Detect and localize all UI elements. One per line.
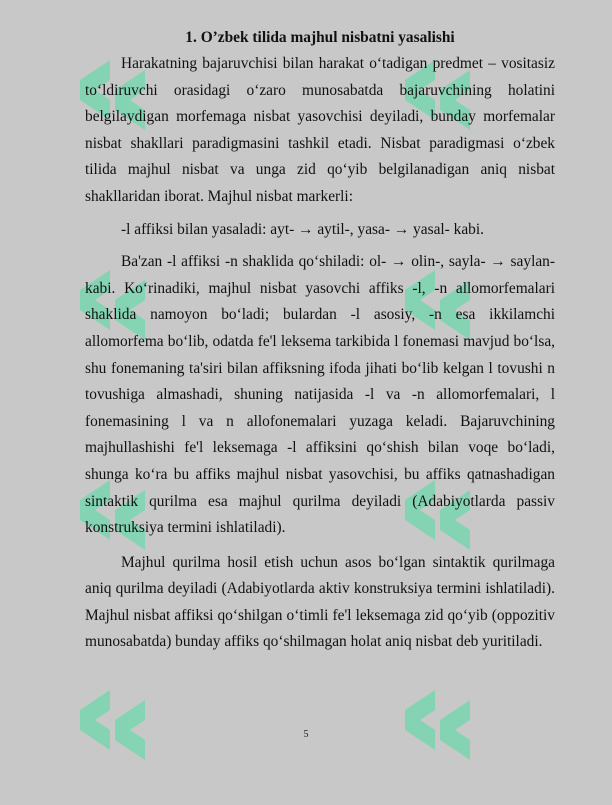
paragraph: Ba'zan -l affiksi -n shaklida qo‘shiladi: ol- → olin-, sayla- → saylan- kabi. Ko‘rinadiki, majhul nisbat yasovchi affiks -l, -n allomorfemalari shaklida namoyon bo‘ladi; bulardan -l asosiy, -n esa ikkilamchi allomorfema bo‘lib, odatda fe'l leksema tarkibida l fonemasi mavjud bo‘lsa, shu fonemaning ta'siri bilan affiksning ifoda jihati bo‘lib kelgan l tovushi n tovushiga almashadi, shuning natijasida -l va -n allomorfemalari, l fonemasining l va n allofonemalari yuzaga keladi. Bajaruvchining majhullashishi fe'l leksemaga -l affiksini qo‘shish bilan voqe bo‘ladi, shunga ko‘ra bu affiks majhul nisbat yasovchisi, bu affiks qatnashadigan sintaktik qurilma esa majhul qurilma deyiladi (Adabiyotlarda passiv konstruksiya termini ishlatiladi). (85, 253, 555, 537)
paragraph: Majhul qurilma hosil etish uchun asos bo‘lgan sintaktik qurilmaga aniq qurilma deyiladi (Adabiyotlarda aktiv konstruksiya termini ishlatiladi). Majhul nisbat affiksi qo‘shilgan o‘timli fe'l leksemaga zid qo‘yib (oppozitiv munosabatda) bunday affiks qo‘shilmagan holat aniq nisbat deb yuritiladi. (85, 553, 555, 651)
watermark-logo (60, 650, 170, 800)
paragraph: -l affiksi bilan yasaladi: ayt- → aytil-, yasa- → yasal- kabi. (121, 220, 484, 238)
section-title: 1. O’zbek tilida majhul nisbatni yasalishi (185, 29, 455, 46)
watermark-logo (385, 650, 495, 800)
paragraph: Harakatning bajaruvchisi bilan harakat o‘tadigan predmet – vositasiz to‘ldiruvchi orasidagi o‘zaro munosabatda bajaruvchining holatini belgilaydigan morfemaga nisbat yasovchisi deyiladi, bunday morfemalar nisbat shakllari paradigmasini tashkil etadi. Nisbat paradigmasi o‘zbek tilida majhul nisbat va unga zid qo‘yib belgilanadigan aniq nisbat shakllaridan iborat. Majhul nisbat markerli: (85, 55, 555, 205)
document-body (85, 25, 555, 656)
page-number: 5 (303, 729, 309, 740)
